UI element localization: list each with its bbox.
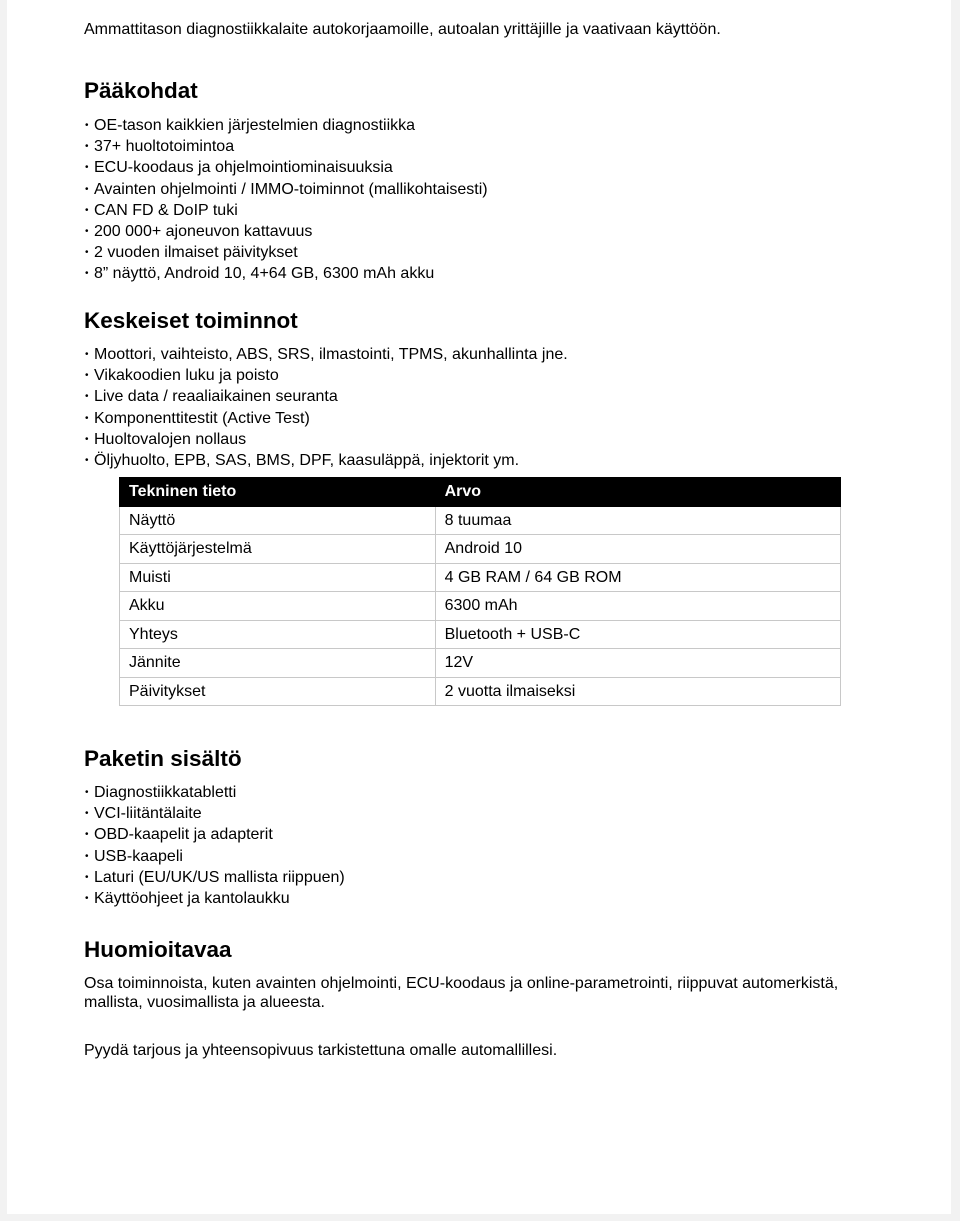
highlights-list (84, 116, 488, 286)
package-list (84, 783, 345, 910)
spec-name-cell: Yhteys (120, 620, 436, 649)
spec-value-cell: 4 GB RAM / 64 GB ROM (435, 563, 840, 592)
spec-name-cell: Päivitykset (120, 677, 436, 706)
table-row (120, 563, 841, 592)
list-item: • OE-tason kaikkien järjestelmien diagnostiikka (84, 116, 488, 137)
spec-name-cell: Näyttö (120, 506, 436, 535)
table-row (120, 592, 841, 621)
list-item: • Moottori, vaihteisto, ABS, SRS, ilmastointi, TPMS, akunhallinta jne. (84, 345, 568, 366)
notes-paragraph: Osa toiminnoista, kuten avainten ohjelmointi, ECU-koodaus ja online-parametrointi, riippuvat automerkistä, mallista, vuosimallista ja alueesta. (84, 975, 839, 1012)
functions-list (84, 345, 568, 472)
list-item: • 200 000+ ajoneuvon kattavuus (84, 222, 488, 243)
list-item: • Laturi (EU/UK/US mallista riippuen) (84, 868, 345, 889)
spec-name-cell: Käyttöjärjestelmä (120, 535, 436, 564)
list-item: • 37+ huoltotoimintoa (84, 137, 488, 158)
list-item: • Live data / reaaliaikainen seuranta (84, 387, 568, 408)
spec-value-cell: 2 vuotta ilmaiseksi (435, 677, 840, 706)
spec-name-cell: Akku (120, 592, 436, 621)
list-item: • Avainten ohjelmointi / IMMO-toiminnot (mallikohtaisesti) (84, 180, 488, 201)
document-page (7, 0, 951, 1214)
list-item: • USB-kaapeli (84, 847, 345, 868)
header-cell-value: Arvo (435, 478, 840, 507)
spec-name-cell: Muisti (120, 563, 436, 592)
table-row (120, 506, 841, 535)
list-item: • OBD-kaapelit ja adapterit (84, 825, 345, 846)
list-item: • CAN FD & DoIP tuki (84, 201, 488, 222)
spec-name-cell: Jännite (120, 649, 436, 678)
list-item: • Diagnostiikkatabletti (84, 783, 345, 804)
table-row (120, 620, 841, 649)
highlights-heading: Pääkohdat (84, 78, 198, 103)
table-header-row (120, 478, 841, 507)
spec-value-cell: 6300 mAh (435, 592, 840, 621)
table-row (120, 535, 841, 564)
table-row (120, 677, 841, 706)
header-cell-spec: Tekninen tieto (120, 478, 436, 507)
list-item: • Huoltovalojen nollaus (84, 430, 568, 451)
list-item: • 8” näyttö, Android 10, 4+64 GB, 6300 mAh akku (84, 264, 488, 285)
specs-table (119, 477, 841, 706)
functions-heading: Keskeiset toiminnot (84, 308, 298, 333)
table-row (120, 649, 841, 678)
spec-value-cell: 8 tuumaa (435, 506, 840, 535)
spec-value-cell: Bluetooth + USB-C (435, 620, 840, 649)
notes-heading: Huomioitavaa (84, 937, 232, 962)
list-item: • Vikakoodien luku ja poisto (84, 366, 568, 387)
list-item: • VCI-liitäntälaite (84, 804, 345, 825)
package-heading: Paketin sisältö (84, 746, 242, 771)
intro-text: Ammattitason diagnostiikkalaite autokorjaamoille, autoalan yrittäjille ja vaativaan käyttöön. (84, 21, 721, 38)
list-item: • 2 vuoden ilmaiset päivitykset (84, 243, 488, 264)
request-quote-paragraph: Pyydä tarjous ja yhteensopivuus tarkistettuna omalle automallillesi. (84, 1042, 558, 1059)
list-item: • Öljyhuolto, EPB, SAS, BMS, DPF, kaasuläppä, injektorit ym. (84, 451, 568, 472)
list-item: • Komponenttitestit (Active Test) (84, 409, 568, 430)
spec-value-cell: 12V (435, 649, 840, 678)
list-item: • ECU-koodaus ja ohjelmointiominaisuuksia (84, 158, 488, 179)
list-item: • Käyttöohjeet ja kantolaukku (84, 889, 345, 910)
spec-value-cell: Android 10 (435, 535, 840, 564)
